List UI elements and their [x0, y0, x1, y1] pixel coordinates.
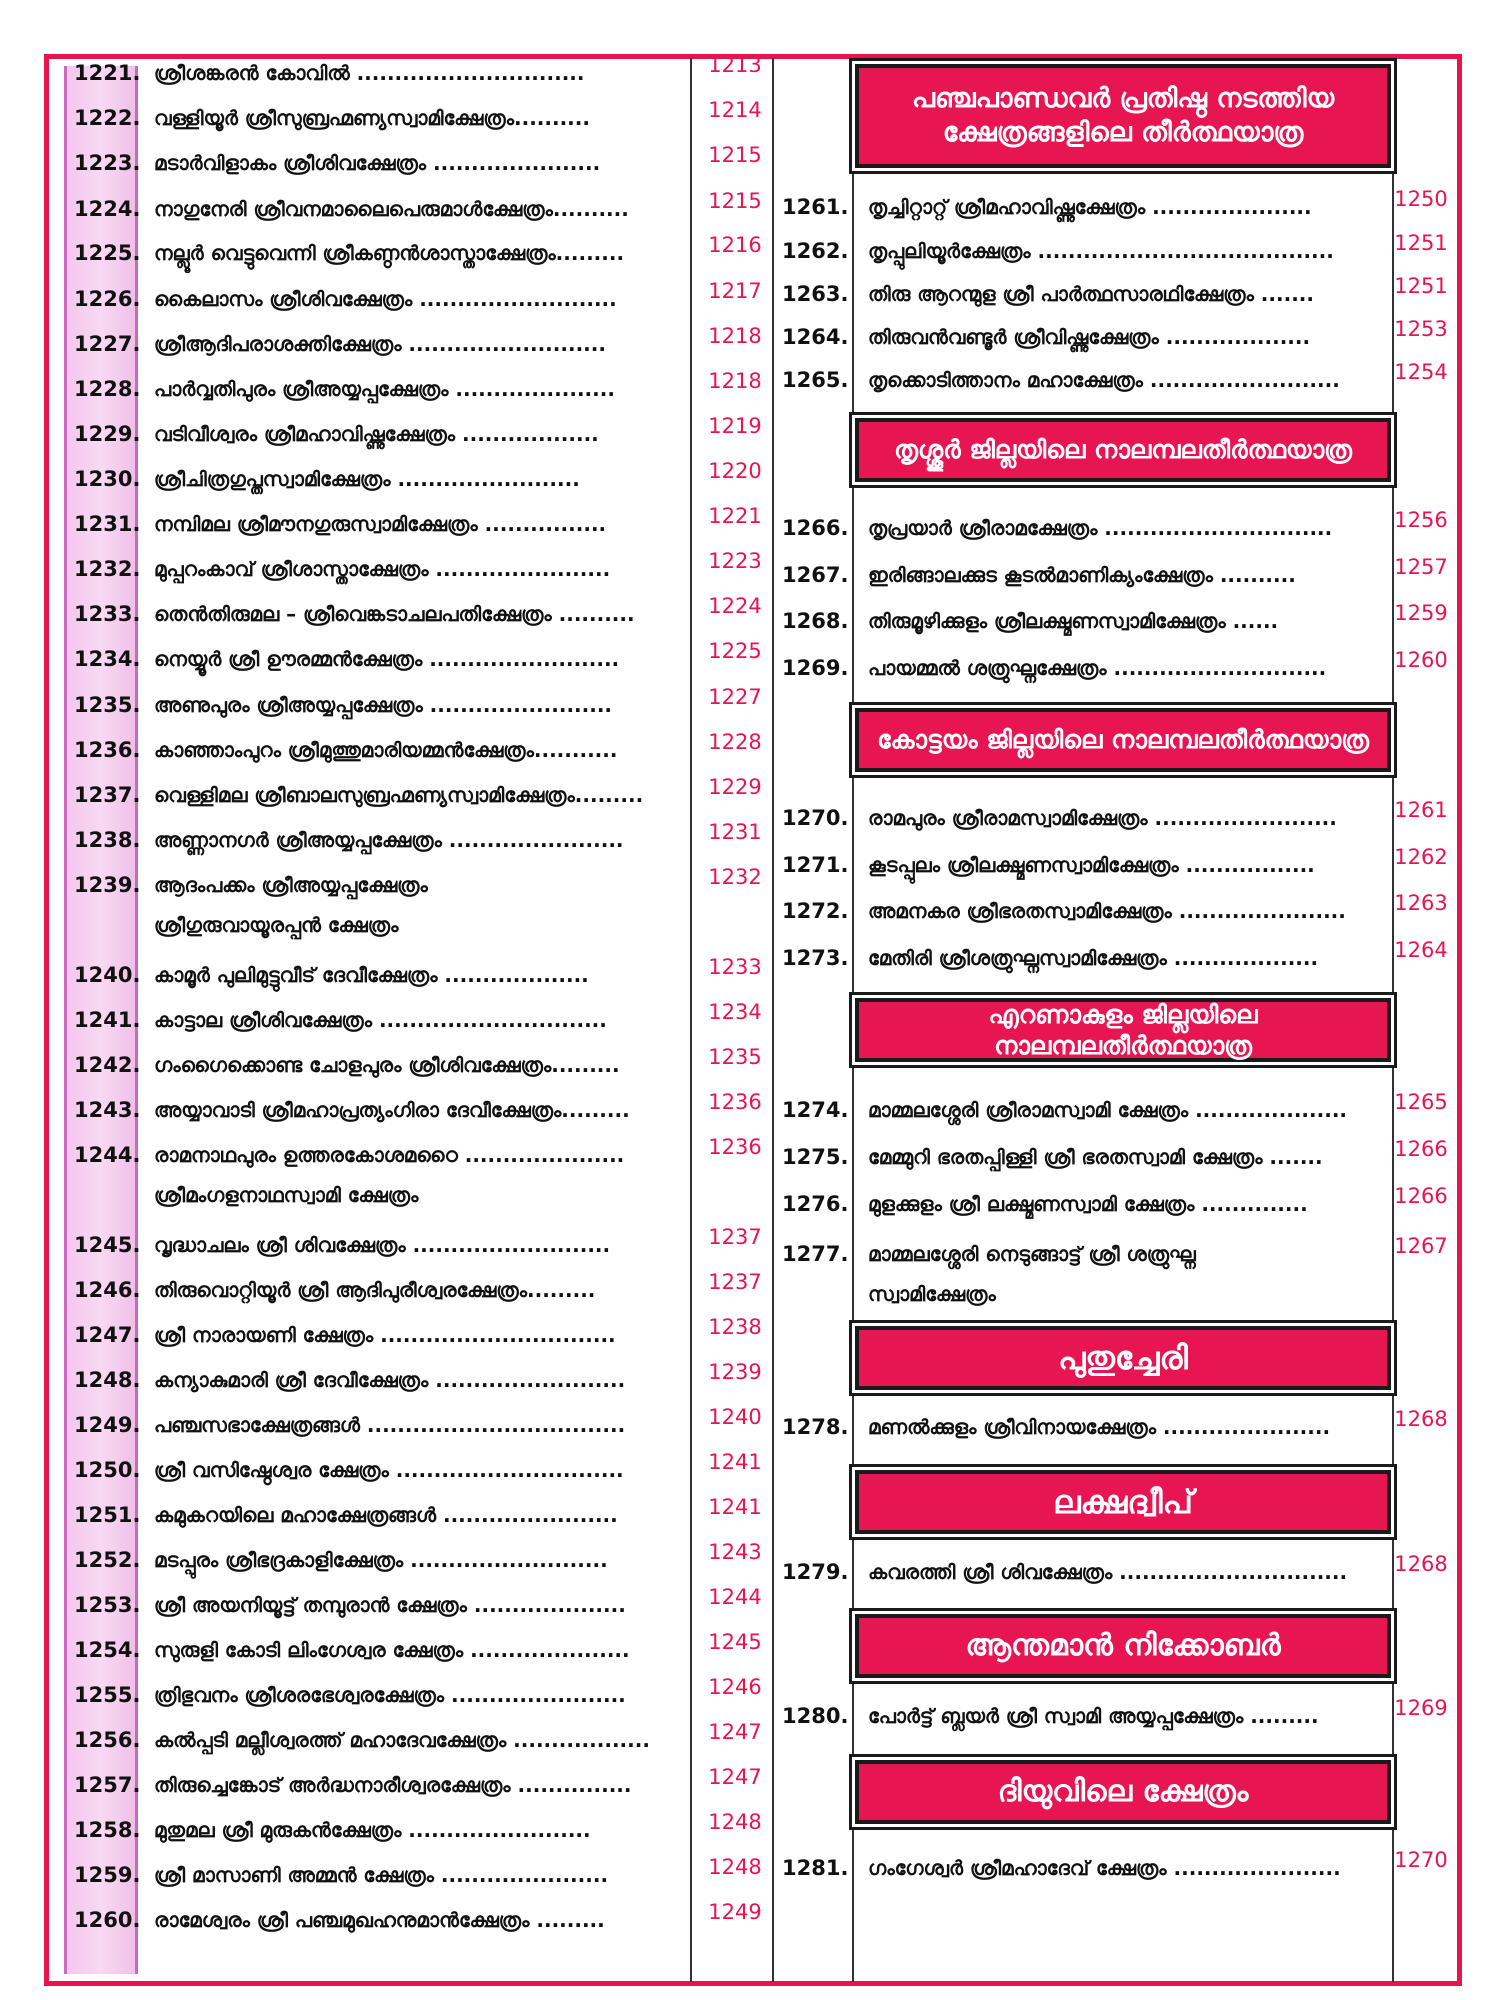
entry-number: 1227.	[74, 332, 141, 356]
toc-entry	[0, 938, 1500, 978]
entry-title: മണൽക്കുളം ശ്രീവിനായക്ഷേത്രം ......................	[868, 1415, 1331, 1439]
entry-title: മുളക്കുളം ശ്രീ ലക്ഷ്മണസ്വാമി ക്ഷേത്രം ..............	[868, 1192, 1308, 1216]
entry-title: ഗംഗൈക്കൊണ്ട ചോളപുരം ശ്രീശിവക്ഷേത്രം.........	[154, 1053, 620, 1077]
entry-number: 1249.	[74, 1413, 141, 1437]
entry-title: തിരുച്ചെങ്കോട് അർദ്ധനാരീശ്വരക്ഷേത്രം ...............	[154, 1773, 632, 1797]
entry-page-number: 1249	[708, 1900, 762, 1924]
entry-number: 1224.	[74, 197, 141, 221]
entry-number: 1230.	[74, 467, 141, 491]
entry-number: 1242.	[74, 1053, 141, 1077]
entry-page-number: 1233	[708, 955, 762, 979]
entry-page-number: 1221	[708, 504, 762, 528]
entry-number: 1238.	[74, 828, 141, 852]
entry-number: 1246.	[74, 1278, 141, 1302]
entry-title: മടാർവിളാകം ശ്രീശിവക്ഷേത്രം ......................	[154, 151, 601, 175]
entry-page-number: 1240	[708, 1405, 762, 1429]
entry-number: 1239.	[74, 873, 141, 897]
entry-title: കാഞ്ഞാംപുറം ശ്രീമുത്തുമാരിയമ്മൻക്ഷേത്രം...........	[154, 738, 618, 762]
entry-title: തൃക്കൊടിത്താനം മഹാക്ഷേത്രം .........................	[868, 368, 1340, 392]
entry-number: 1235.	[74, 693, 141, 717]
section-header	[855, 64, 1391, 168]
entry-page-number: 1241	[708, 1450, 762, 1474]
entry-page-number: 1216	[708, 233, 762, 257]
entry-number: 1257.	[74, 1773, 141, 1797]
entry-title: മടപ്പുരം ശ്രീഭദ്രകാളിക്ഷേത്രം ..........................	[154, 1548, 608, 1572]
entry-page-number: 1261	[1394, 798, 1448, 822]
entry-page-number: 1231	[708, 820, 762, 844]
entry-page-number: 1264	[1394, 938, 1448, 962]
toc-entry	[0, 187, 1500, 227]
section-header-line: പഞ്ചപാണ്ഡവർ പ്രതിഷ്ഠ നടത്തിയ	[911, 83, 1335, 115]
entry-number: 1228.	[74, 377, 141, 401]
entry-number: 1236.	[74, 738, 141, 762]
entry-page-number: 1265	[1394, 1090, 1448, 1114]
entry-title: തിരുമൂഴിക്കുളം ശ്രീലക്ഷ്മണസ്വാമിക്ഷേത്രം ......	[868, 609, 1279, 633]
entry-title: മാമ്മലശ്ശേരി നെടുങ്ങാട്ട് ശ്രീ ശത്രുഘ്ന	[868, 1242, 1196, 1266]
entry-title: ഗംഗേശ്വർ ശ്രീമഹാദേവ് ക്ഷേത്രം ......................	[868, 1856, 1341, 1880]
entry-page-number: 1270	[1394, 1848, 1448, 1872]
entry-title: ഇരിങ്ങാലക്കുട കൂടൽമാണിക്യംക്ഷേത്രം ..........	[868, 563, 1296, 587]
toc-entry	[0, 845, 1500, 885]
entry-page-number: 1251	[1394, 231, 1448, 255]
entry-number: 1250.	[74, 1458, 141, 1482]
entry-number: 1234.	[74, 647, 141, 671]
entry-page-number: 1241	[708, 1495, 762, 1519]
entry-page-number: 1238	[708, 1315, 762, 1339]
toc-entry	[0, 798, 1500, 838]
entry-title: ത്രിഭുവനം ശ്രീശരഭേശ്വരക്ഷേത്രം .......................	[154, 1683, 626, 1707]
entry-page-number: 1267	[1394, 1234, 1448, 1258]
entry-title: തൃപ്രയാർ ശ്രീരാമക്ഷേത്രം ..............................	[868, 516, 1333, 540]
toc-entry	[0, 231, 1500, 271]
entry-number: 1248.	[74, 1368, 141, 1392]
entry-number: 1261.	[782, 195, 849, 219]
entry-page-number: 1248	[708, 1855, 762, 1879]
entry-page-number: 1227	[708, 685, 762, 709]
entry-number: 1244.	[74, 1143, 141, 1167]
entry-page-number: 1224	[708, 594, 762, 618]
entry-title: കൈലാസം ശ്രീശിവക്ഷേത്രം ..........................	[154, 287, 617, 311]
toc-entry	[0, 1848, 1500, 1888]
entry-number: 1253.	[74, 1593, 141, 1617]
section-header: ലക്ഷദ്വീപ്	[855, 1470, 1391, 1534]
entry-title: പാർവ്വതിപുരം ശ്രീഅയ്യപ്പക്ഷേത്രം .....................	[154, 377, 615, 401]
entry-number: 1276.	[782, 1192, 849, 1216]
section-header: കോട്ടയം ജില്ലയിലെ നാലമ്പലതീർത്ഥയാത്ര	[855, 708, 1391, 772]
toc-entry	[0, 648, 1500, 688]
entry-title: ശ്രീ മാസാണി അമ്മൻ ക്ഷേത്രം ......................	[154, 1863, 609, 1887]
entry-title: നെയ്യൂർ ശ്രീ ഊരമ്മൻക്ഷേത്രം .........................	[154, 647, 620, 671]
entry-number: 1266.	[782, 516, 849, 540]
entry-page-number: 1225	[708, 639, 762, 663]
entry-number: 1240.	[74, 963, 141, 987]
entry-title: കന്യാകുമാരി ശ്രീ ദേവീക്ഷേത്രം .........................	[154, 1368, 626, 1392]
entry-number: 1263.	[782, 282, 849, 306]
entry-page-number: 1235	[708, 1045, 762, 1069]
entry-number: 1226.	[74, 287, 141, 311]
entry-title: കൂടപ്പുലം ശ്രീലക്ഷ്മണസ്വാമിക്ഷേത്രം .................	[868, 853, 1315, 877]
entry-number: 1260.	[74, 1908, 141, 1932]
entry-number: 1264.	[782, 325, 849, 349]
entry-number: 1265.	[782, 368, 849, 392]
entry-title: അയ്യാവാടി ശ്രീമഹാപ്രത്യംഗിരാ ദേവീക്ഷേത്രം.........	[154, 1098, 630, 1122]
entry-number: 1272.	[782, 899, 849, 923]
toc-entry	[0, 360, 1500, 400]
entry-number: 1280.	[782, 1704, 849, 1728]
entry-title: കൽപ്പടി മല്ലീശ്വരത്ത് മഹാദേവക്ഷേത്രം ..................	[154, 1728, 650, 1752]
entry-page-number: 1266	[1394, 1184, 1448, 1208]
entry-title: മേതിരി ശ്രീശത്രുഘ്നസ്വാമിക്ഷേത്രം ...................	[868, 946, 1319, 970]
entry-title: ആദംപക്കം ശ്രീഅയ്യപ്പക്ഷേത്രം	[154, 873, 428, 897]
entry-number: 1255.	[74, 1683, 141, 1707]
entry-number: 1275.	[782, 1145, 849, 1169]
entry-page-number: 1213	[708, 53, 762, 77]
entry-page-number: 1236	[708, 1135, 762, 1159]
entry-title-continued: ശ്രീമംഗളനാഥസ്വാമി ക്ഷേത്രം	[154, 1183, 419, 1207]
toc-entry	[0, 601, 1500, 641]
entry-page-number: 1215	[708, 143, 762, 167]
entry-number: 1252.	[74, 1548, 141, 1572]
entry-number: 1251.	[74, 1503, 141, 1527]
entry-title: ശ്രീചിത്രഗുപ്തസ്വാമിക്ഷേത്രം ........................	[154, 467, 580, 491]
entry-page-number: 1232	[708, 865, 762, 889]
entry-page-number: 1253	[1394, 317, 1448, 341]
entry-page-number: 1237	[708, 1270, 762, 1294]
entry-number: 1237.	[74, 783, 141, 807]
entry-page-number: 1214	[708, 98, 762, 122]
entry-number: 1271.	[782, 853, 849, 877]
entry-page-number: 1244	[708, 1585, 762, 1609]
entry-page-number: 1263	[1394, 891, 1448, 915]
entry-title: നല്ലൂർ വെട്ടുവെന്നി ശ്രീകണ്ഠൻശാസ്താക്ഷേത്രം.........	[154, 241, 625, 265]
entry-page-number: 1239	[708, 1360, 762, 1384]
entry-number: 1270.	[782, 806, 849, 830]
entry-number: 1277.	[782, 1242, 849, 1266]
entry-page-number: 1268	[1394, 1552, 1448, 1576]
entry-title: പായമ്മൽ ശത്രുഘ്നക്ഷേത്രം ............................	[868, 656, 1327, 680]
entry-number: 1229.	[74, 422, 141, 446]
entry-page-number: 1268	[1394, 1407, 1448, 1431]
entry-page-number: 1259	[1394, 601, 1448, 625]
entry-title: കമുകറയിലെ മഹാക്ഷേത്രങ്ങൾ .......................	[154, 1503, 618, 1527]
entry-page-number: 1243	[708, 1540, 762, 1564]
entry-number: 1267.	[782, 563, 849, 587]
entry-page-number: 1218	[708, 324, 762, 348]
toc-entry	[0, 1552, 1500, 1592]
entry-page-number: 1262	[1394, 845, 1448, 869]
entry-page-number: 1257	[1394, 555, 1448, 579]
toc-entry	[0, 1900, 1500, 1940]
entry-title: ശ്രീശങ്കരൻ കോവിൽ ..............................	[154, 61, 585, 85]
entry-page-number: 1269	[1394, 1696, 1448, 1720]
toc-entry	[0, 274, 1500, 314]
entry-page-number: 1219	[708, 414, 762, 438]
entry-page-number: 1250	[1394, 187, 1448, 211]
entry-title: വൃദ്ധാചലം ശ്രീ ശിവക്ഷേത്രം ..........................	[154, 1233, 611, 1257]
entry-title: തിരുവൻവണ്ടൂർ ശ്രീവിഷ്ണുക്ഷേത്രം ...................	[868, 325, 1311, 349]
entry-page-number: 1228	[708, 730, 762, 754]
section-header: പുതുച്ചേരി	[855, 1326, 1391, 1390]
toc-entry	[0, 1184, 1500, 1224]
entry-title: ശ്രീ അയനിയൂട്ട് തമ്പുരാൻ ക്ഷേത്രം ....................	[154, 1593, 626, 1617]
entry-title: തെൻതിരുമല – ശ്രീവെങ്കടാചലപതിക്ഷേത്രം ..........	[154, 602, 635, 626]
entry-number: 1232.	[74, 557, 141, 581]
entry-title: രാമപുരം ശ്രീരാമസ്വാമിക്ഷേത്രം ........................	[868, 806, 1337, 830]
toc-entry	[0, 1407, 1500, 1447]
entry-page-number: 1229	[708, 775, 762, 799]
entry-number: 1273.	[782, 946, 849, 970]
entry-page-number: 1220	[708, 459, 762, 483]
entry-title: രാമേശ്വരം ശ്രീ പഞ്ചമുഖഹനുമാൻക്ഷേത്രം .........	[154, 1908, 605, 1932]
entry-page-number: 1218	[708, 369, 762, 393]
entry-number: 1223.	[74, 151, 141, 175]
entry-number: 1256.	[74, 1728, 141, 1752]
entry-page-number: 1237	[708, 1225, 762, 1249]
section-header-line: ക്ഷേത്രങ്ങളിലെ തീർത്ഥയാത്ര	[942, 117, 1304, 148]
entry-title: മേമ്മുറി ഭരതപ്പിള്ളി ശ്രീ ഭരതസ്വാമി ക്ഷേത്രം .......	[868, 1145, 1323, 1169]
entry-number: 1245.	[74, 1233, 141, 1257]
toc-entry	[0, 555, 1500, 595]
entry-number: 1258.	[74, 1818, 141, 1842]
entry-title: വെള്ളിമല ശ്രീബാലസുബ്രഹ്മണ്യസ്വാമിക്ഷേത്രം.........	[154, 783, 644, 807]
entry-number: 1279.	[782, 1560, 849, 1584]
entry-title: അണ്ണാനഗർ ശ്രീഅയ്യപ്പക്ഷേത്രം .......................	[154, 828, 624, 852]
section-header: ദിയുവിലെ ക്ഷേത്രം	[855, 1760, 1391, 1824]
entry-number: 1222.	[74, 106, 141, 130]
entry-number: 1269.	[782, 656, 849, 680]
entry-number: 1243.	[74, 1098, 141, 1122]
entry-page-number: 1248	[708, 1810, 762, 1834]
entry-number: 1233.	[74, 602, 141, 626]
entry-page-number: 1245	[708, 1630, 762, 1654]
entry-title: തിരുവൊറ്റിയൂർ ശ്രീ ആദിപുരീശ്വരക്ഷേത്രം.........	[154, 1278, 596, 1302]
entry-page-number: 1246	[708, 1675, 762, 1699]
entry-title: മാമ്മലശ്ശേരി ശ്രീരാമസ്വാമി ക്ഷേത്രം ....................	[868, 1098, 1348, 1122]
entry-title-continued: സ്വാമിക്ഷേത്രം	[868, 1282, 996, 1306]
toc-entry	[0, 1696, 1500, 1736]
entry-number: 1231.	[74, 512, 141, 536]
entry-title: അണുപുരം ശ്രീഅയ്യപ്പക്ഷേത്രം ........................	[154, 693, 613, 717]
entry-title: രാമനാഥപുരം ഉത്തരകോശമഠൈ .....................	[154, 1143, 625, 1167]
entry-page-number: 1247	[708, 1765, 762, 1789]
entry-title: നാഗുനേരി ശ്രീവനമാലൈപെരുമാൾക്ഷേത്രം..........	[154, 197, 629, 221]
entry-title: മുതുമല ശ്രീ മുരുകൻക്ഷേത്രം ........................	[154, 1818, 591, 1842]
entry-title: ശ്രീ നാരായണി ക്ഷേത്രം ...............................	[154, 1323, 616, 1347]
entry-number: 1221.	[74, 61, 141, 85]
entry-number: 1262.	[782, 239, 849, 263]
entry-title: സുരുളി കോടി ലിംഗേശ്വര ക്ഷേത്രം .....................	[154, 1638, 630, 1662]
entry-page-number: 1215	[708, 189, 762, 213]
entry-page-number: 1260	[1394, 648, 1448, 672]
entry-title: നമ്പിമല ശ്രീമൗനഗുരുസ്വാമിക്ഷേത്രം ................	[154, 512, 607, 536]
entry-page-number: 1223	[708, 549, 762, 573]
toc-entry	[0, 1090, 1500, 1130]
entry-number: 1274.	[782, 1098, 849, 1122]
entry-title: തിരു ആറന്മുള ശ്രീ പാർത്ഥസാരഥിക്ഷേത്രം .......	[868, 282, 1314, 306]
entry-number: 1241.	[74, 1008, 141, 1032]
entry-number: 1254.	[74, 1638, 141, 1662]
entry-number: 1281.	[782, 1856, 849, 1880]
entry-page-number: 1266	[1394, 1137, 1448, 1161]
entry-title: അമനകര ശ്രീഭരതസ്വാമിക്ഷേത്രം ......................	[868, 899, 1346, 923]
section-header: എറണാകുളം ജില്ലയിലെ നാലമ്പലതീർത്ഥയാത്ര	[855, 998, 1391, 1062]
entry-title: ശ്രീആദിപരാശക്തിക്ഷേത്രം ..........................	[154, 332, 606, 356]
entry-page-number: 1254	[1394, 360, 1448, 384]
entry-title: തൃച്ചിറ്റാറ്റ് ശ്രീമഹാവിഷ്ണുക്ഷേത്രം .....................	[868, 195, 1312, 219]
entry-title: വടിവീശ്വരം ശ്രീമഹാവിഷ്ണുക്ഷേത്രം ..................	[154, 422, 599, 446]
entry-title: ശ്രീ വസിഷ്ഠേശ്വര ക്ഷേത്രം ..............................	[154, 1458, 624, 1482]
entry-title: പോർട്ട് ബ്ലയർ ശ്രീ സ്വാമി അയ്യപ്പക്ഷേത്രം .........	[868, 1704, 1319, 1728]
entry-number: 1225.	[74, 241, 141, 265]
section-header: ആന്തമാൻ നിക്കോബർ	[855, 1614, 1391, 1678]
entry-page-number: 1236	[708, 1090, 762, 1114]
entry-title: കാട്ടാല ശ്രീശിവക്ഷേത്രം ..............................	[154, 1008, 607, 1032]
entry-number: 1259.	[74, 1863, 141, 1887]
entry-page-number: 1217	[708, 279, 762, 303]
entry-page-number: 1234	[708, 1000, 762, 1024]
entry-title: കാമൂർ പുലിമുട്ടുവീട് ദേവീക്ഷേത്രം ...................	[154, 963, 589, 987]
toc-entry	[0, 317, 1500, 357]
section-header: തൃശ്ശൂർ ജില്ലയിലെ നാലമ്പലതീർത്ഥയാത്ര	[855, 418, 1391, 482]
entry-title: പഞ്ചസഭാക്ഷേത്രങ്ങൾ ..................................	[154, 1413, 626, 1437]
entry-title: വള്ളിയൂർ ശ്രീസുബ്രഹ്മണ്യസ്വാമിക്ഷേത്രം..........	[154, 106, 590, 130]
entry-title: മുപ്പറംകാവ് ശ്രീശാസ്താക്ഷേത്രം .......................	[154, 557, 611, 581]
entry-page-number: 1247	[708, 1720, 762, 1744]
toc-entry	[0, 1137, 1500, 1177]
entry-number: 1268.	[782, 609, 849, 633]
entry-title: കവരത്തി ശ്രീ ശിവക്ഷേത്രം ..............................	[868, 1560, 1348, 1584]
entry-title-continued: ശ്രീഗുരുവായൂരപ്പൻ ക്ഷേത്രം	[154, 913, 399, 937]
entry-title: തൃപ്പുലിയൂർക്ഷേത്രം .......................................	[868, 239, 1334, 263]
entry-number: 1278.	[782, 1415, 849, 1439]
entry-page-number: 1251	[1394, 274, 1448, 298]
toc-entry	[0, 508, 1500, 548]
toc-entry	[0, 891, 1500, 931]
entry-number: 1247.	[74, 1323, 141, 1347]
entry-page-number: 1256	[1394, 508, 1448, 532]
